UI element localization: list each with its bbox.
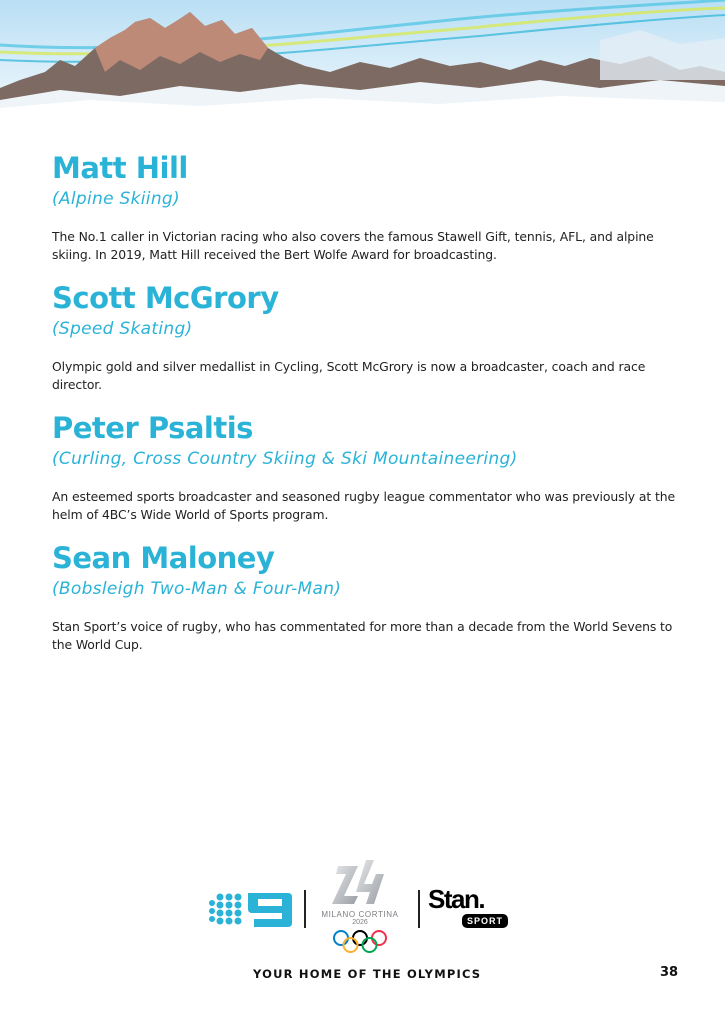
page-number: 38 (660, 965, 679, 980)
commentator-sport: (Bobsleigh Two-Man & Four-Man) (52, 579, 342, 599)
mountain-banner-image (0, 0, 725, 118)
commentator-name: Sean Maloney (52, 541, 275, 575)
commentator-name: Scott McGrory (52, 281, 279, 315)
commentator-profile (52, 410, 677, 540)
commentator-profile (52, 540, 677, 670)
commentator-list (52, 150, 677, 670)
milano-cortina-year: 2026 (352, 919, 368, 926)
milano-cortina-text: MILANO CORTINA (321, 910, 399, 919)
commentator-sport: (Alpine Skiing) (52, 189, 180, 209)
commentator-bio: Olympic gold and silver medallist in Cycling, Scott McGrory is now a broadcaster, coach and race director. (52, 359, 646, 392)
commentator-profile (52, 280, 677, 410)
partner-logos (200, 858, 530, 958)
stan-sport-logo (428, 884, 518, 926)
commentator-bio: Stan Sport’s voice of rugby, who has commentated for more than a decade from the World Sevens to the World Cup. (52, 619, 673, 652)
logo-divider (418, 890, 420, 928)
stan-wordmark: Stan. (428, 884, 485, 914)
commentator-bio: The No.1 caller in Victorian racing who also covers the famous Stawell Gift, tennis, AFL, and alpine skiing. In 2019, Matt Hill received the Bert Wolfe Award for broadcasting. (52, 229, 654, 262)
milano-cortina-logo (312, 858, 408, 959)
commentator-name: Peter Psaltis (52, 411, 253, 445)
nine-network-logo (208, 891, 294, 933)
footer-tagline: YOUR HOME OF THE OLYMPICS (253, 967, 482, 981)
milano-cortina-emblem-icon (330, 858, 390, 906)
commentator-bio: An esteemed sports broadcaster and seasoned rugby league commentator who was previously at the helm of 4BC’s Wide World of Sports program. (52, 489, 675, 522)
commentator-profile (52, 150, 677, 280)
logo-divider (304, 890, 306, 928)
commentator-name: Matt Hill (52, 151, 188, 185)
olympic-rings-icon (332, 929, 388, 955)
commentator-sport: (Speed Skating) (52, 319, 193, 339)
commentator-sport: (Curling, Cross Country Skiing & Ski Mountaineering) (52, 449, 518, 469)
stan-sport-badge: SPORT (462, 914, 508, 928)
